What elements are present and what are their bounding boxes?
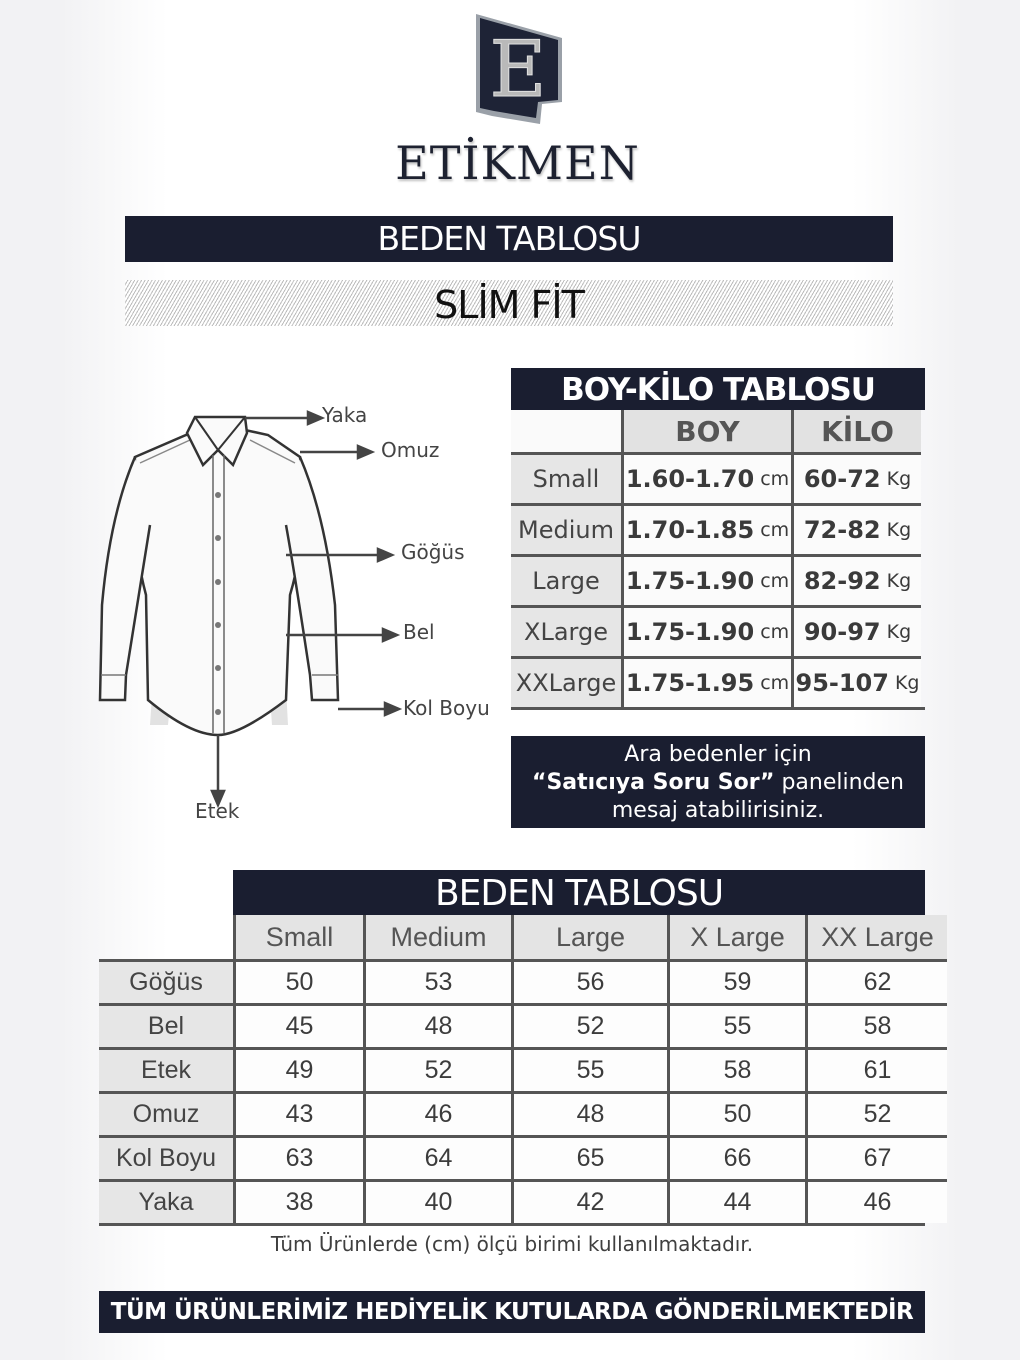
weight-cell: 82-92 Kg: [791, 554, 921, 605]
table-cell: 65: [511, 1135, 667, 1179]
row-label-kol-boyu: Kol Boyu: [99, 1135, 233, 1179]
table-cell: 59: [667, 959, 805, 1003]
table-cell: 40: [363, 1179, 511, 1223]
height-cell: 1.75-1.90 cm: [621, 605, 791, 656]
column-header-boy: BOY: [621, 410, 791, 452]
row-label-bel: Bel: [99, 1003, 233, 1047]
diagram-label-omuz: Omuz: [381, 438, 440, 462]
table-cell: 42: [511, 1179, 667, 1223]
shirt-measurement-diagram: [90, 395, 510, 835]
row-label-gogus: Göğüs: [99, 959, 233, 1003]
height-cell: 1.60-1.70 cm: [621, 452, 791, 503]
table-cell: 62: [805, 959, 947, 1003]
table-cell: 52: [363, 1047, 511, 1091]
column-header-small: Small: [233, 915, 363, 959]
table-cell: 46: [805, 1179, 947, 1223]
page-title: BEDEN TABLOSU: [125, 216, 893, 262]
row-size-label: Large: [511, 554, 621, 605]
weight-cell: 60-72 Kg: [791, 452, 921, 503]
table-cell: 56: [511, 959, 667, 1003]
size-chart-table: [99, 870, 934, 1226]
table-cell: 61: [805, 1047, 947, 1091]
in-between-size-notice: [511, 736, 925, 828]
unit-note: Tüm Ürünlerde (cm) ölçü birimi kullanılmaktadır.: [270, 1232, 754, 1256]
height-weight-table-title: BOY-KİLO TABLOSU: [511, 368, 925, 410]
brand-name: ETİKMEN: [395, 136, 640, 190]
column-header-xx-large: XX Large: [805, 915, 947, 959]
table-cell: 44: [667, 1179, 805, 1223]
diagram-label-etek: Etek: [195, 799, 240, 823]
table-cell: 52: [511, 1003, 667, 1047]
height-weight-table: [511, 368, 925, 710]
row-size-label: XXLarge: [511, 656, 621, 707]
fit-type-banner: SLİM FİT: [125, 280, 893, 326]
height-cell: 1.75-1.90 cm: [621, 554, 791, 605]
table-corner: [511, 410, 621, 452]
column-header-large: Large: [511, 915, 667, 959]
row-label-etek: Etek: [99, 1047, 233, 1091]
table-cell: 43: [233, 1091, 363, 1135]
row-label-omuz: Omuz: [99, 1091, 233, 1135]
table-cell: 64: [363, 1135, 511, 1179]
diagram-label-yaka: Yaka: [322, 403, 368, 427]
diagram-label-bel: Bel: [403, 620, 435, 644]
table-cell: 58: [667, 1047, 805, 1091]
table-cell: 67: [805, 1135, 947, 1179]
row-label-yaka: Yaka: [99, 1179, 233, 1223]
notice-line-2: “Satıcıya Soru Sor” panelinden: [532, 770, 904, 795]
height-cell: 1.75-1.95 cm: [621, 656, 791, 707]
table-corner: [99, 915, 233, 959]
svg-text:E: E: [489, 25, 547, 115]
logo-e-icon: [472, 12, 568, 130]
shirt-icon: [90, 395, 510, 835]
table-cell: 55: [667, 1003, 805, 1047]
table-cell: 53: [363, 959, 511, 1003]
table-cell: 63: [233, 1135, 363, 1179]
table-cell: 55: [511, 1047, 667, 1091]
weight-cell: 72-82 Kg: [791, 503, 921, 554]
table-cell: 45: [233, 1003, 363, 1047]
table-cell: 50: [233, 959, 363, 1003]
table-cell: 48: [511, 1091, 667, 1135]
row-size-label: Small: [511, 452, 621, 503]
table-cell: 66: [667, 1135, 805, 1179]
brand-logo-badge: [472, 12, 568, 130]
notice-line-3: mesaj atabilirisiniz.: [611, 798, 825, 823]
table-cell: 52: [805, 1091, 947, 1135]
table-cell: 46: [363, 1091, 511, 1135]
column-header-kilo: KİLO: [791, 410, 921, 452]
diagram-label-kol-boyu: Kol Boyu: [403, 696, 490, 720]
notice-line-1: Ara bedenler için: [624, 742, 812, 767]
weight-cell: 95-107 Kg: [791, 656, 921, 707]
weight-cell: 90-97 Kg: [791, 605, 921, 656]
table-cell: 38: [233, 1179, 363, 1223]
diagram-label-gogus: Göğüs: [401, 540, 465, 564]
column-header-x-large: X Large: [667, 915, 805, 959]
row-size-label: XLarge: [511, 605, 621, 656]
table-cell: 58: [805, 1003, 947, 1047]
table-cell: 48: [363, 1003, 511, 1047]
size-chart-title: BEDEN TABLOSU: [233, 870, 925, 915]
column-header-medium: Medium: [363, 915, 511, 959]
height-cell: 1.70-1.85 cm: [621, 503, 791, 554]
table-cell: 49: [233, 1047, 363, 1091]
row-size-label: Medium: [511, 503, 621, 554]
table-cell: 50: [667, 1091, 805, 1135]
gift-box-banner: TÜM ÜRÜNLERİMİZ HEDİYELİK KUTULARDA GÖNDERİLMEKTEDİR: [99, 1291, 925, 1333]
